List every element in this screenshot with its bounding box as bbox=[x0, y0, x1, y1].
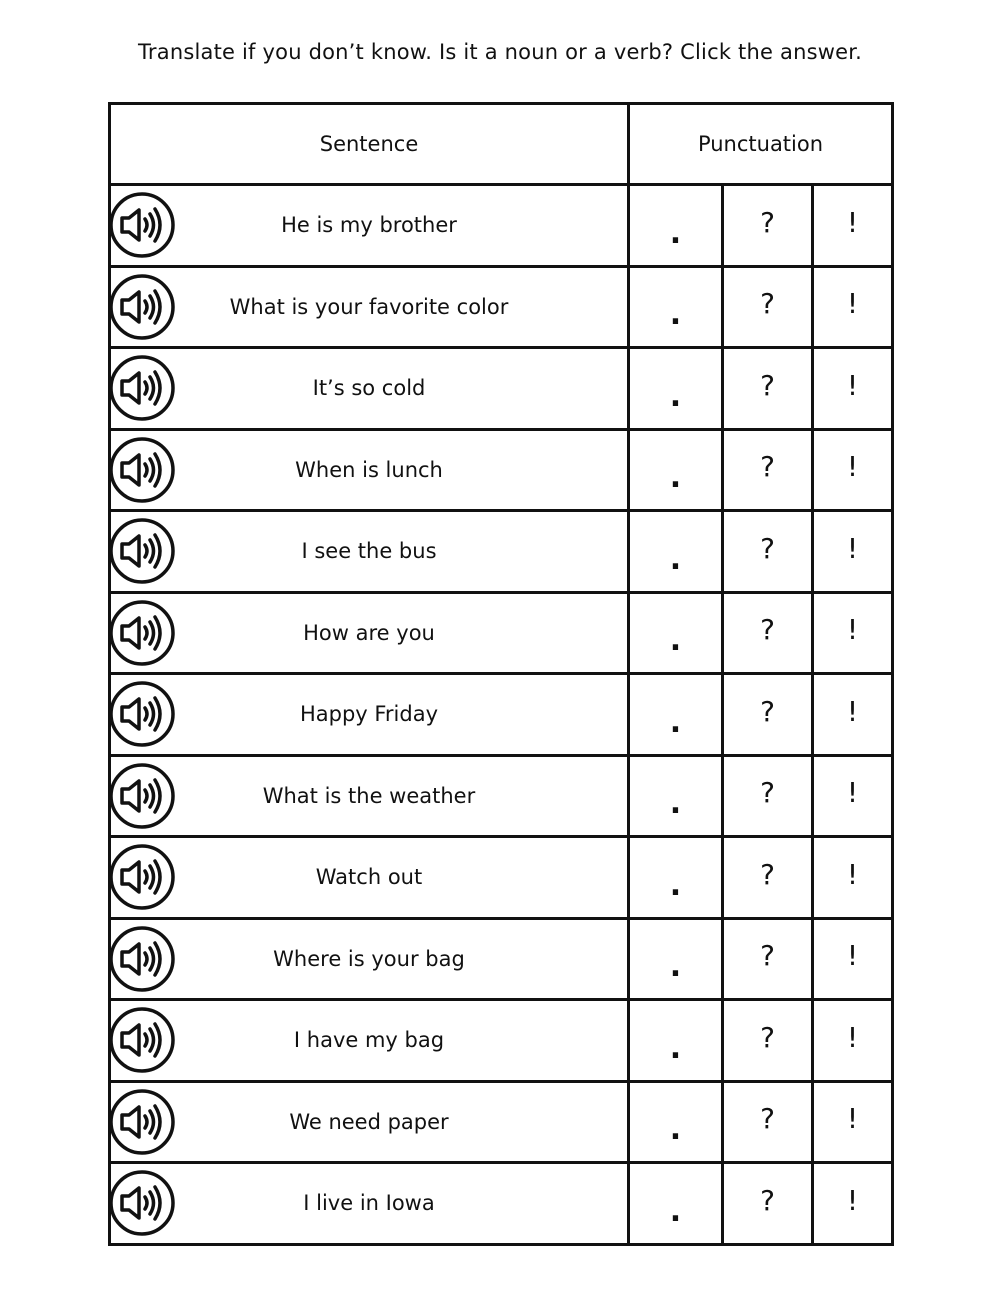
option-period[interactable] bbox=[629, 185, 723, 267]
speaker-icon[interactable] bbox=[108, 436, 176, 504]
sentence-text: I have my bag bbox=[293, 1028, 445, 1053]
period-mark: . bbox=[669, 1030, 682, 1066]
sentence-cell bbox=[110, 755, 629, 837]
sentence-text: Watch out bbox=[315, 865, 423, 890]
sentence-cell bbox=[110, 837, 629, 919]
option-period[interactable] bbox=[629, 266, 723, 348]
question-mark: ? bbox=[760, 531, 775, 565]
sentence-cell bbox=[110, 429, 629, 511]
option-question-mark[interactable] bbox=[723, 348, 813, 430]
option-question-mark[interactable] bbox=[723, 511, 813, 593]
period-mark: . bbox=[669, 786, 682, 822]
option-exclamation-mark[interactable] bbox=[813, 348, 893, 430]
sentence-cell bbox=[110, 1000, 629, 1082]
exclamation-mark: ! bbox=[846, 368, 859, 402]
table-row bbox=[110, 755, 893, 837]
period-mark: . bbox=[669, 460, 682, 496]
option-exclamation-mark[interactable] bbox=[813, 837, 893, 919]
punctuation-column-header: Punctuation bbox=[629, 104, 893, 185]
exclamation-mark: ! bbox=[846, 1102, 859, 1136]
exclamation-mark: ! bbox=[846, 857, 859, 891]
speaker-icon[interactable] bbox=[108, 1006, 176, 1074]
sentence-cell bbox=[110, 185, 629, 267]
question-mark: ? bbox=[760, 287, 775, 321]
speaker-icon[interactable] bbox=[108, 680, 176, 748]
exclamation-mark: ! bbox=[846, 1020, 859, 1054]
exclamation-mark: ! bbox=[846, 776, 859, 810]
speaker-icon[interactable] bbox=[108, 517, 176, 585]
option-period[interactable] bbox=[629, 511, 723, 593]
period-mark: . bbox=[669, 867, 682, 903]
speaker-icon[interactable] bbox=[108, 1088, 176, 1156]
speaker-icon[interactable] bbox=[108, 599, 176, 667]
sentence-text: What is the weather bbox=[262, 783, 476, 808]
sentence-cell bbox=[110, 918, 629, 1000]
table-row bbox=[110, 1163, 893, 1245]
question-mark: ? bbox=[760, 368, 775, 402]
table-row bbox=[110, 185, 893, 267]
option-question-mark[interactable] bbox=[723, 1163, 813, 1245]
sentence-text: He is my brother bbox=[281, 213, 457, 238]
exclamation-mark: ! bbox=[846, 205, 859, 239]
option-question-mark[interactable] bbox=[723, 674, 813, 756]
option-exclamation-mark[interactable] bbox=[813, 511, 893, 593]
table-row bbox=[110, 1000, 893, 1082]
sentence-text: It’s so cold bbox=[312, 376, 426, 401]
speaker-icon[interactable] bbox=[108, 191, 176, 259]
option-exclamation-mark[interactable] bbox=[813, 755, 893, 837]
period-mark: . bbox=[669, 704, 682, 740]
question-mark: ? bbox=[760, 1020, 775, 1054]
option-period[interactable] bbox=[629, 592, 723, 674]
sentence-text: We need paper bbox=[289, 1109, 449, 1134]
sentence-text: Happy Friday bbox=[299, 702, 439, 727]
table-row bbox=[110, 348, 893, 430]
exclamation-mark: ! bbox=[846, 694, 859, 728]
option-question-mark[interactable] bbox=[723, 592, 813, 674]
period-mark: . bbox=[669, 1193, 682, 1229]
option-period[interactable] bbox=[629, 1081, 723, 1163]
option-question-mark[interactable] bbox=[723, 1000, 813, 1082]
exclamation-mark: ! bbox=[846, 287, 859, 321]
period-mark: . bbox=[669, 541, 682, 577]
option-period[interactable] bbox=[629, 348, 723, 430]
option-question-mark[interactable] bbox=[723, 918, 813, 1000]
sentence-column-header: Sentence bbox=[110, 104, 629, 185]
sentence-cell bbox=[110, 674, 629, 756]
exclamation-mark: ! bbox=[846, 531, 859, 565]
speaker-icon[interactable] bbox=[108, 1169, 176, 1237]
option-exclamation-mark[interactable] bbox=[813, 1163, 893, 1245]
option-exclamation-mark[interactable] bbox=[813, 266, 893, 348]
question-mark: ? bbox=[760, 857, 775, 891]
table-row bbox=[110, 592, 893, 674]
worksheet-table bbox=[108, 102, 894, 1246]
speaker-icon[interactable] bbox=[108, 762, 176, 830]
table-row bbox=[110, 266, 893, 348]
question-mark: ? bbox=[760, 205, 775, 239]
period-mark: . bbox=[669, 215, 682, 251]
speaker-icon[interactable] bbox=[108, 925, 176, 993]
table-row bbox=[110, 1081, 893, 1163]
option-exclamation-mark[interactable] bbox=[813, 674, 893, 756]
exclamation-mark: ! bbox=[846, 613, 859, 647]
option-period[interactable] bbox=[629, 674, 723, 756]
table-row bbox=[110, 429, 893, 511]
question-mark: ? bbox=[760, 694, 775, 728]
period-mark: . bbox=[669, 297, 682, 333]
sentence-cell bbox=[110, 266, 629, 348]
exclamation-mark: ! bbox=[846, 939, 859, 973]
option-period[interactable] bbox=[629, 1163, 723, 1245]
option-question-mark[interactable] bbox=[723, 837, 813, 919]
option-question-mark[interactable] bbox=[723, 1081, 813, 1163]
option-question-mark[interactable] bbox=[723, 185, 813, 267]
option-exclamation-mark[interactable] bbox=[813, 1081, 893, 1163]
sentence-cell bbox=[110, 592, 629, 674]
period-mark: . bbox=[669, 378, 682, 414]
option-question-mark[interactable] bbox=[723, 429, 813, 511]
table-row bbox=[110, 837, 893, 919]
speaker-icon[interactable] bbox=[108, 843, 176, 911]
question-mark: ? bbox=[760, 776, 775, 810]
period-mark: . bbox=[669, 949, 682, 985]
option-question-mark[interactable] bbox=[723, 266, 813, 348]
sentence-text: When is lunch bbox=[295, 457, 443, 482]
question-mark: ? bbox=[760, 613, 775, 647]
table-row bbox=[110, 918, 893, 1000]
option-period[interactable] bbox=[629, 837, 723, 919]
option-period[interactable] bbox=[629, 429, 723, 511]
exclamation-mark: ! bbox=[846, 450, 859, 484]
speaker-icon[interactable] bbox=[108, 354, 176, 422]
option-exclamation-mark[interactable] bbox=[813, 185, 893, 267]
option-exclamation-mark[interactable] bbox=[813, 592, 893, 674]
sentence-text: I see the bus bbox=[301, 539, 437, 564]
sentence-cell bbox=[110, 348, 629, 430]
question-mark: ? bbox=[760, 939, 775, 973]
table-row bbox=[110, 674, 893, 756]
question-mark: ? bbox=[760, 1102, 775, 1136]
sentence-text: I live in Iowa bbox=[303, 1191, 435, 1216]
header-row bbox=[110, 104, 893, 185]
option-period[interactable] bbox=[629, 1000, 723, 1082]
option-period[interactable] bbox=[629, 755, 723, 837]
period-mark: . bbox=[669, 1112, 682, 1148]
question-mark: ? bbox=[760, 450, 775, 484]
option-exclamation-mark[interactable] bbox=[813, 429, 893, 511]
option-period[interactable] bbox=[629, 918, 723, 1000]
option-exclamation-mark[interactable] bbox=[813, 918, 893, 1000]
sentence-text: How are you bbox=[303, 620, 435, 645]
option-question-mark[interactable] bbox=[723, 755, 813, 837]
question-mark: ? bbox=[760, 1183, 775, 1217]
speaker-icon[interactable] bbox=[108, 273, 176, 341]
instructions-text: Translate if you don’t know. Is it a noun or a verb? Click the answer. bbox=[137, 40, 862, 64]
option-exclamation-mark[interactable] bbox=[813, 1000, 893, 1082]
sentence-cell bbox=[110, 1163, 629, 1245]
sentence-cell bbox=[110, 1081, 629, 1163]
sentence-text: Where is your bag bbox=[273, 946, 465, 971]
table-row bbox=[110, 511, 893, 593]
period-mark: . bbox=[669, 623, 682, 659]
sentence-rows bbox=[110, 185, 893, 1245]
sentence-text: What is your favorite color bbox=[229, 294, 509, 319]
sentence-cell bbox=[110, 511, 629, 593]
exclamation-mark: ! bbox=[846, 1183, 859, 1217]
